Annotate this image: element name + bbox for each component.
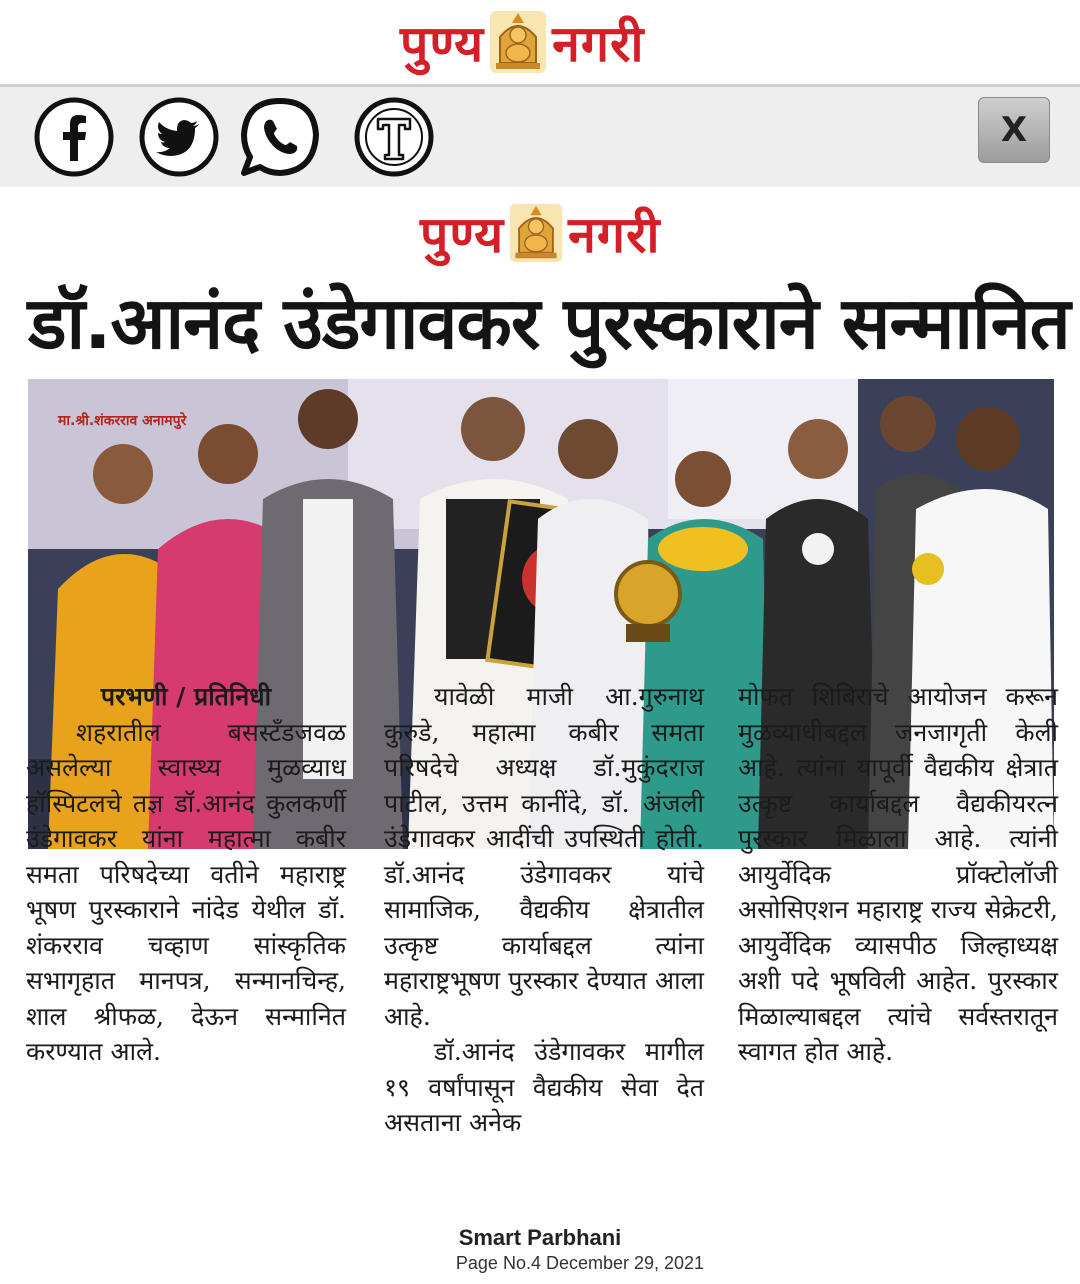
logo-word-right: नगरी [552, 15, 645, 73]
ganesha-logo-icon [506, 202, 566, 264]
article-dateline: परभणी / प्रतिनिधी [100, 682, 272, 711]
article-paragraph: मोफत शिबिराचे आयोजन करून मुळव्याधीबद्दल जनजागृती केली आहे. त्यांना यापूर्वी वैद्यकीय क्षेत्रात उत्कृष्ट कार्याबद्दल वैद्यकीयरत्न पुरस्कार मिळाला आहे. त्यांनी आयुर्वेदिक प्रॉक्टोलॉजी असोसिएशन महाराष्ट्र राज्य सेक्रेटरी, आयुर्वेदिक व्यासपीठ जिल्हाध्यक्ष अशी पदे भूषविली आहेत. पुरस्कार मिळाल्याबद्दल त्यांचे सर्वस्तरातून स्वागत होत आहे. [738, 682, 1058, 1066]
article-paragraph: यावेळी माजी आ.गुरुनाथ कुरुडे, महात्मा कबीर समता परिषदेचे अध्यक्ष डॉ.मुकुंदराज पाटील, उत्तम कानींदे, डॉ. अंजली उंडेगावकर आदींची उपस्थिती होती. डॉ.आनंद उंडेगावकर यांचे सामाजिक, वैद्यकीय क्षेत्रातील उत्कृष्ट कार्याबद्दल त्यांना महाराष्ट्रभूषण पुरस्कार देण्यात आला आहे. [384, 682, 704, 1031]
facebook-icon[interactable] [32, 95, 116, 179]
article-paragraph: शहरातील बसस्टँडजवळ असलेल्या स्वास्थ्य मुळव्याध हॉस्पिटलचे तज्ञ डॉ.आनंद कुलकर्णी उंडेगावकर यांना महात्मा कबीर समता परिषदेच्या वतीने महाराष्ट्र भूषण पुरस्काराने नांदेड येथील डॉ. शंकरराव चव्हाण सांस्कृतिक सभागृहात मानपत्र, सन्मानचिन्ह, शाल श्रीफळ, देऊन सन्मानित करण्यात आले. [26, 717, 346, 1066]
text-icon[interactable] [352, 95, 436, 179]
source-credit: Smart Parbhani [458, 1225, 622, 1250]
page-info: Page No.4 December 29, 2021 [455, 1253, 705, 1273]
whatsapp-icon[interactable] [238, 95, 322, 179]
close-button[interactable]: X [978, 97, 1050, 163]
newspaper-clipping [0, 187, 1080, 1284]
article-column-2 [384, 679, 704, 1141]
stage-banner-text: मा.श्री.शंकरराव अनामपुरे [58, 413, 187, 429]
article-paragraph: डॉ.आनंद उंडेगावकर मागील १९ वर्षांपासून वैद्यकीय सेवा देत असताना अनेक [384, 1037, 704, 1137]
ganesha-logo-icon [486, 9, 550, 75]
site-header [0, 0, 1080, 84]
article-column-3 [738, 679, 1058, 1070]
paper-masthead-right: नगरी [568, 206, 661, 264]
article-headline: डॉ.आनंद उंडेगावकर पुरस्काराने सन्मानित [28, 281, 1070, 365]
article-column-1 [26, 679, 346, 1070]
logo-word-left: पुण्य [400, 15, 485, 73]
twitter-icon[interactable] [137, 95, 221, 179]
site-logo[interactable] [400, 4, 644, 80]
paper-masthead [420, 197, 660, 269]
paper-masthead-left: पुण्य [420, 206, 505, 264]
share-bar [0, 87, 1080, 187]
